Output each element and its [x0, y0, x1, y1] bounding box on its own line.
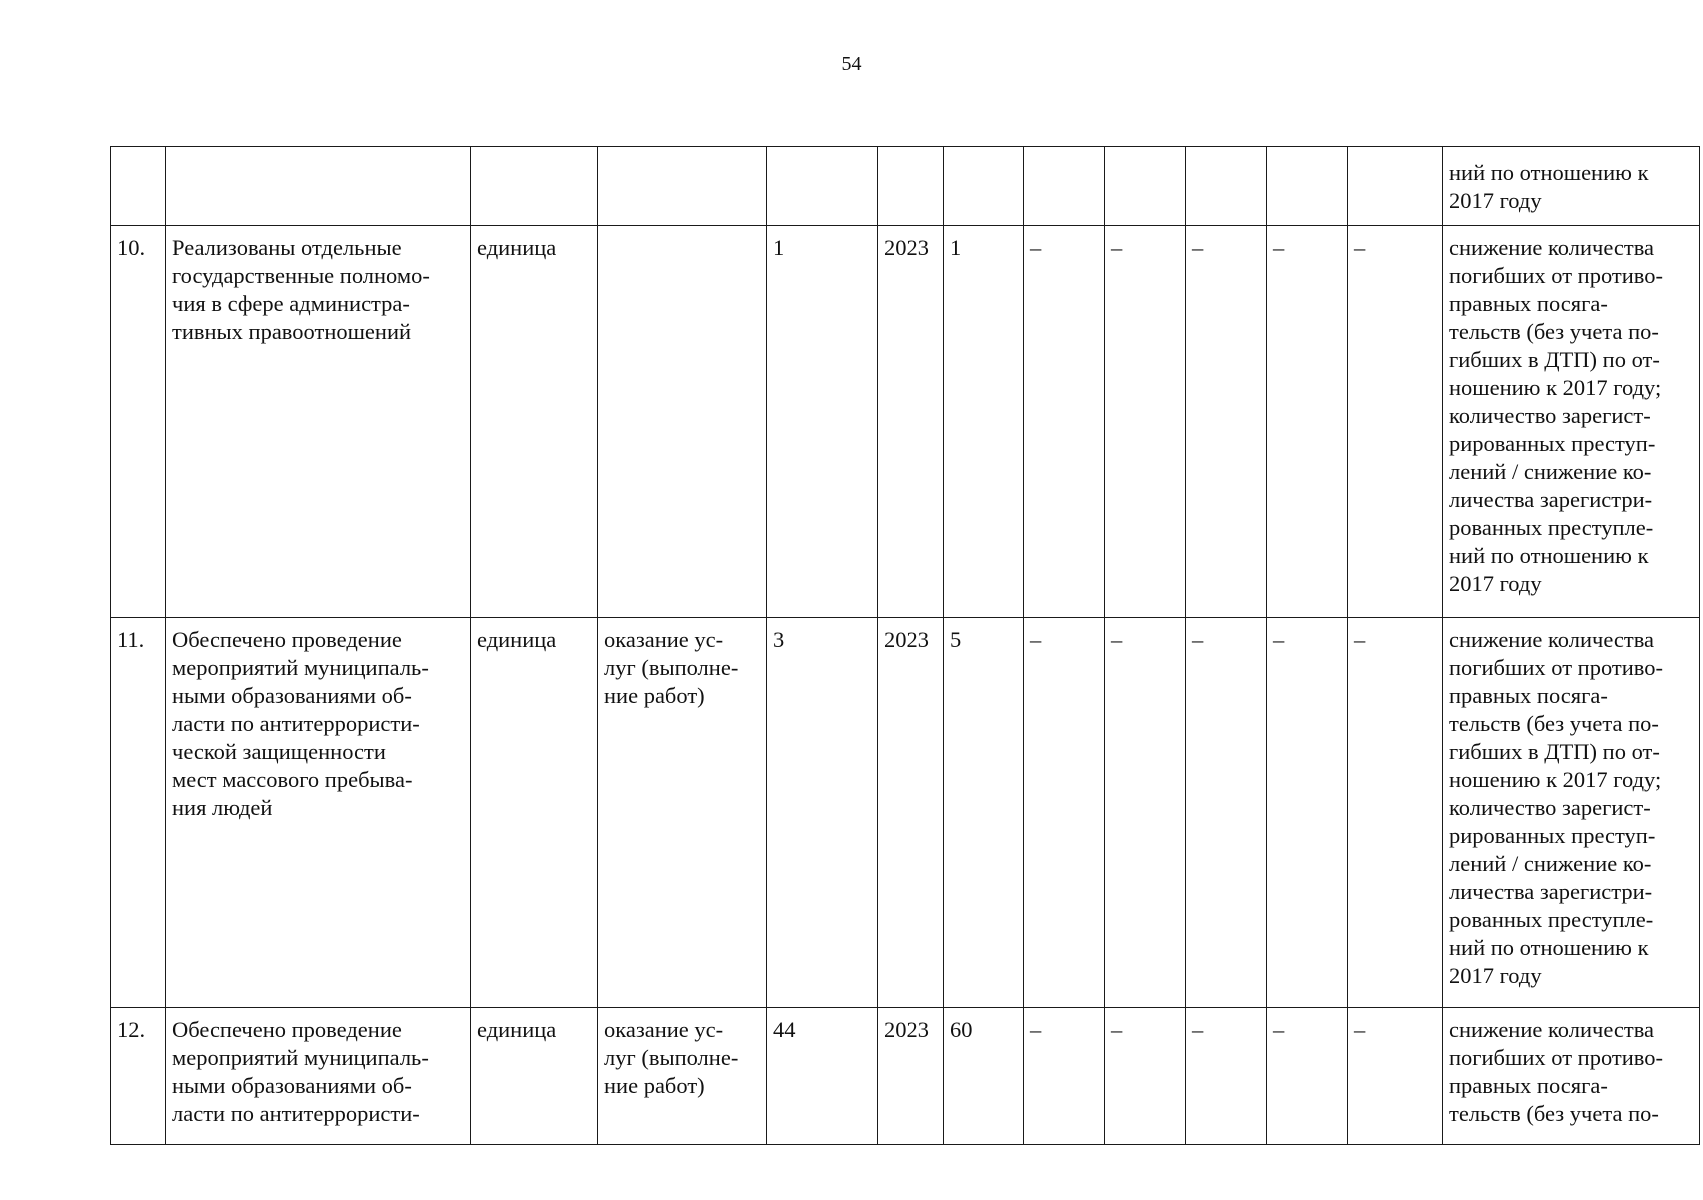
cell-y2: – — [1105, 618, 1186, 1008]
cell-unit: единица — [471, 618, 598, 1008]
cell-y1 — [1024, 147, 1105, 226]
cell-name: Реализованы отдельные государственные полномо- чия в сфере администра- тивных правоотношений — [166, 226, 471, 618]
cell-type: оказание ус- луг (выполне- ние работ) — [598, 618, 767, 1008]
cell-y3: – — [1186, 1008, 1267, 1145]
cell-y3: – — [1186, 226, 1267, 618]
cell-value: 1 — [944, 226, 1024, 618]
cell-link: снижение количества погибших от противо- правных посяга- тельств (без учета по- гибших в ДТП) по от- ношению к 2017 году; количество зарегист- рированных преступ- лений / снижение ко- личества зарегистри- рованных преступле- ний по отношению к 2017 году — [1443, 618, 1700, 1008]
cell-base-value: 44 — [767, 1008, 878, 1145]
cell-value — [944, 147, 1024, 226]
cell-unit: единица — [471, 226, 598, 618]
cell-y5: – — [1348, 1008, 1443, 1145]
cell-y5: – — [1348, 226, 1443, 618]
cell-y4: – — [1267, 1008, 1348, 1145]
cell-y4: – — [1267, 618, 1348, 1008]
cell-base-value: 1 — [767, 226, 878, 618]
table-row — [111, 1008, 1700, 1145]
cell-y1: – — [1024, 618, 1105, 1008]
cell-y1: – — [1024, 226, 1105, 618]
cell-name — [166, 147, 471, 226]
cell-name: Обеспечено проведение мероприятий муниципаль- ными образованиями об- ласти по антитеррористи- — [166, 1008, 471, 1145]
cell-y2: – — [1105, 226, 1186, 618]
cell-y2: – — [1105, 1008, 1186, 1145]
indicators-table — [110, 146, 1700, 1145]
cell-type: оказание ус- луг (выполне- ние работ) — [598, 1008, 767, 1145]
cell-y3 — [1186, 147, 1267, 226]
cell-unit — [471, 147, 598, 226]
cell-num — [111, 147, 166, 226]
cell-type — [598, 147, 767, 226]
cell-y4 — [1267, 147, 1348, 226]
cell-num: 11. — [111, 618, 166, 1008]
cell-base-value: 3 — [767, 618, 878, 1008]
cell-link: снижение количества погибших от противо- правных посяга- тельств (без учета по- гибших в ДТП) по от- ношению к 2017 году; количество зарегист- рированных преступ- лений / снижение ко- личества зарегистри- рованных преступле- ний по отношению к 2017 году — [1443, 226, 1700, 618]
cell-num: 12. — [111, 1008, 166, 1145]
cell-y5: – — [1348, 618, 1443, 1008]
cell-name: Обеспечено проведение мероприятий муниципаль- ными образованиями об- ласти по антитеррористи- ческой защищенности мест массового пребыва- ния людей — [166, 618, 471, 1008]
cell-y1: – — [1024, 1008, 1105, 1145]
table-row — [111, 618, 1700, 1008]
cell-year: 2023 — [878, 226, 944, 618]
cell-type — [598, 226, 767, 618]
cell-num: 10. — [111, 226, 166, 618]
cell-link: ний по отношению к 2017 году — [1443, 147, 1700, 226]
cell-unit: единица — [471, 1008, 598, 1145]
cell-year — [878, 147, 944, 226]
cell-value: 5 — [944, 618, 1024, 1008]
cell-y5 — [1348, 147, 1443, 226]
cell-y2 — [1105, 147, 1186, 226]
table-row — [111, 147, 1700, 226]
cell-y4: – — [1267, 226, 1348, 618]
cell-base-value — [767, 147, 878, 226]
page-number: 54 — [841, 53, 862, 75]
cell-year: 2023 — [878, 1008, 944, 1145]
cell-link: снижение количества погибших от противо- правных посяга- тельств (без учета по- — [1443, 1008, 1700, 1145]
cell-value: 60 — [944, 1008, 1024, 1145]
cell-year: 2023 — [878, 618, 944, 1008]
cell-y3: – — [1186, 618, 1267, 1008]
table-row — [111, 226, 1700, 618]
